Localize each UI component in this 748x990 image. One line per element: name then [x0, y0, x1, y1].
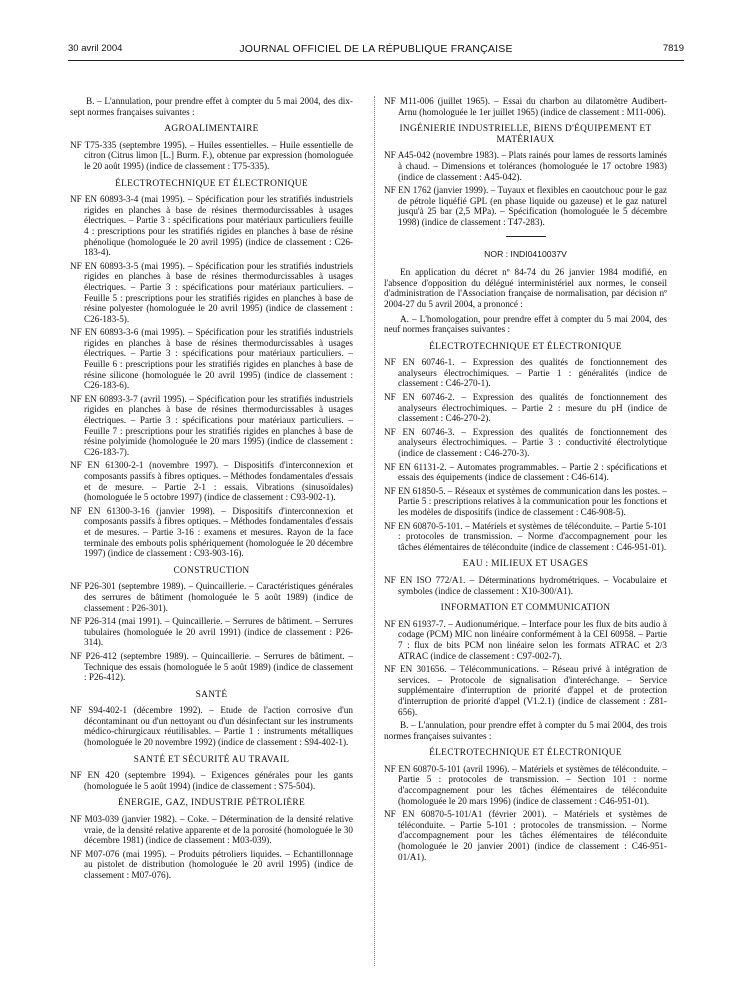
section-heading: SANTÉ [195, 689, 228, 700]
norm-entry: NF P26-412 (septembre 1989). – Quincaillerie. – Serrures de bâtiment. – Technique des essais (homologuée le 5 août 1989) (indice de classement : P26-412). [70, 650, 353, 683]
column-divider [374, 96, 375, 966]
norm-entry: NF EN 60870-5-101/A1 (février 2001). – Matériels et systèmes de téléconduite. – Partie 5-101 : protocoles de transmission. – Norme d'accompagnement pour les tâches élémentaires de téléconduite (homologuée le 20 janvier 2001) (indice de classement : C46-951-01/A1). [384, 809, 667, 862]
norm-entry: NF EN 61850-5. – Réseaux et systèmes de communication dans les postes. – Partie 5 : prescriptions relatives à la communication pour les fonctions et les modèles de dispositifs (indice de classement : C46-908-5). [384, 485, 667, 517]
norm-entry: NF EN 61300-3-16 (janvier 1998). – Dispositifs d'interconnexion et composants passifs à fibres optiques. – Méthodes fondamentales d'essais et de mesures. – Partie 3-16 : examens et mesures. Rayon de la face terminale des embouts polis sphériquement (homologuée le 20 décembre 1997) (indice de classement : C93-903-16). [70, 505, 353, 559]
section-heading: EAU : MILIEUX ET USAGES [462, 559, 589, 570]
section-heading: SANTÉ ET SÉCURITÉ AU TRAVAIL [133, 754, 290, 765]
section-heading: ÉLECTROTECHNIQUE ET ÉLECTRONIQUE [115, 178, 308, 189]
norm-entry: NF EN 61300-2-1 (novembre 1997). – Dispositifs d'interconnexion et composants passifs à fibres optiques. – Méthodes fondamentales d'essais et de mesure. – Partie 2-1 : essais. Vibrations (sinusoïdales) (homologuée le 5 octobre 1997) (indice de classement : C93-902-1). [70, 460, 353, 503]
norm-entry: NF S94-402-1 (décembre 1992). – Etude de l'action corrosive d'un décontaminant ou d'un nettoyant ou d'un désinfectant sur les instruments médico-chirurgicaux réutilisables. – Partie 1 : instruments métalliques (homologuée le 20 novembre 1992) (indice de classement : S94-402-1). [70, 705, 353, 748]
norm-entry: NF M11-006 (juillet 1965). – Essai du charbon au dilatomètre Audibert-Arnu (homologuée le 1er juillet 1965) (indice de classement : M11-006). [384, 96, 667, 117]
norm-entry: NF EN 420 (septembre 1994). – Exigences générales pour les gants (homologuée le 5 août 1994) (indice de classement : S75-504). [70, 770, 353, 791]
norm-entry: NF EN 60893-3-5 (mai 1995). – Spécification pour les stratifiés industriels rigides en planches à base de résines thermodurcissables à usages électriques. – Partie 3 : spécifications pour matériaux particuliers. – Feuille 5 : prescriptions pour les stratifiés rigides en planches à base de résine polyester (homologuée le 20 avril 1995) (indice de classement : C26-183-5). [70, 260, 353, 324]
norm-entry: NF M03-039 (janvier 1982). – Coke. – Détermination de la densité relative vraie, de la densité relative apparente et de la porosité (homologuée le 30 décembre 1981) (indice de classement : M03-039). [70, 814, 353, 846]
left-column [70, 96, 353, 884]
norm-entry: NF EN 60870-5-101. – Matériels et systèmes de téléconduite. – Partie 5-101 : protocoles de transmission. – Norme d'accompagnement pour les tâches élémentaires de téléconduite (indice de classement : C46-951-01). [384, 520, 667, 552]
right-sections-c [384, 748, 667, 862]
norm-entry: NF T75-335 (septembre 1995). – Huiles essentielles. – Huile essentielle de citron (Citrus limon [L.] Burm. F.), obtenue par expression (homologuée le 20 août 1995) (indice de classement : T75-335). [70, 139, 353, 171]
header-rule [68, 60, 684, 61]
norm-entry: NF A45-042 (novembre 1983). – Plats rainés pour lames de ressorts laminés à chaud. – Dimensions et tolérances (homologuée le 17 octobre 1983) (indice de classement : A45-042). [384, 150, 667, 182]
norm-entry: NF EN 60746-2. – Expression des qualités de fonctionnement des analyseurs électrochimiques. – Partie 2 : mesure du pH (indice de classement : C46-270-2). [384, 392, 667, 424]
intro-paragraph: B. – L'annulation, pour prendre effet à compter du 5 mai 2004, des dix-sept normes françaises suivantes : [70, 96, 353, 117]
norm-entry: NF EN 1762 (janvier 1999). – Tuyaux et flexibles en caoutchouc pour le gaz de pétrole liquéfié GPL (en phase liquide ou gazeuse) et le gaz naturel jusqu'à 25 bar (2,5 MPa). – Spécification (homologuée le 5 décembre 1998) (indice de classement : T47-283). [384, 185, 667, 227]
norm-entry: NF EN 60746-3. – Expression des qualités de fonctionnement des analyseurs électrochimiques. – Partie 3 : conductivité électrolytique (indice de classement : C46-270-3). [384, 426, 667, 459]
norm-entry: NF P26-314 (mai 1991). – Quincaillerie. – Serrures de bâtiment. – Serrures tubulaires (homologuée le 20 avril 1991) (indice de classement : P26-314). [70, 616, 353, 648]
right-sections-a [384, 124, 667, 227]
header-page-number: 7819 [662, 43, 684, 54]
right-top-entries [384, 96, 667, 117]
norm-entry: NF EN ISO 772/A1. – Déterminations hydrométriques. – Vocabulaire et symboles (indice de classement : X10-300/A1). [384, 574, 667, 596]
header-date: 30 avril 2004 [68, 43, 123, 54]
nor-reference: NOR : INDI0410037V [484, 248, 567, 259]
norm-entry: NF EN 60893-3-6 (mai 1995). – Spécification pour les stratifiés industriels rigides en planches à base de résines thermodurcissables à usages électriques. – Partie 3 : spécifications pour matériaux particuliers. – Feuille 6 : prescriptions pour les stratifiés rigides en planches à base de résine silicone (homologuée le 20 avril 1995) (indice de classement : C26-183-6). [70, 327, 353, 391]
norm-entry: NF EN 61937-7. – Audionumérique. – Interface pour les flux de bits audio à codage (PCM) MIC non linéaire conformément à la CEI 60958. – Partie 7 : flux de bits PCM non linéaire selon les formats ATRAC et 2/3 ATRAC (indice de classement : C97-002-7). [384, 618, 667, 661]
section-heading: INGÉNIERIE INDUSTRIELLE, BIENS D'ÉQUIPEMENT ET MATÉRIAUX [399, 124, 652, 145]
norm-entry: NF EN 60746-1. – Expression des qualités de fonctionnement des analyseurs électrochimiques. – Partie 1 : généralités (indice de classement : C46-270-1). [384, 357, 667, 389]
section-heading: ÉLECTROTECHNIQUE ET ÉLECTRONIQUE [429, 748, 622, 759]
intro-paragraph: B. – L'annulation, pour prendre effet à compter du 5 mai 2004, des trois normes françaises suivantes : [384, 720, 667, 741]
norm-entry: NF EN 61131-2. – Automates programmables. – Partie 2 : spécifications et essais des équipements (indice de classement : C46-614). [384, 461, 667, 483]
norm-entry: NF EN 60870-5-101 (avril 1996). – Matériels et systèmes de téléconduite. – Partie 5 : protocoles de transmission. – Section 101 : norme d'accompagnement pour les tâches élémentaires de téléconduite (homologuée le 20 mars 1996) (indice de classement : C46-951-01). [384, 763, 667, 806]
norm-entry: NF EN 301656. – Télécommunications. – Réseau privé à intégration de services. – Protocole de signalisation d'interéchange. – Service supplémentaire d'interruption de priorité d'appel et de protection d'interruption de priorité d'appel (V1.2.1) (indice de classement : Z81-656). [384, 664, 667, 717]
section-rule [506, 236, 546, 237]
header-title: JOURNAL OFFICIEL DE LA RÉPUBLIQUE FRANÇAISE [239, 43, 513, 55]
section-heading: ÉLECTROTECHNIQUE ET ÉLECTRONIQUE [429, 341, 622, 352]
intro-paragraph: A. – L'homologation, pour prendre effet à compter du 5 mai 2004, des neuf normes françaises suivantes : [384, 313, 667, 335]
section-heading: ÉNERGIE, GAZ, INDUSTRIE PÉTROLIÈRE [117, 798, 305, 809]
left-sections [70, 124, 353, 880]
section-heading: INFORMATION ET COMMUNICATION [440, 603, 611, 614]
norm-entry: NF EN 60893-3-4 (mai 1995). – Spécification pour les stratifiés industriels rigides en planches à base de résines thermodurcissables à usages électriques. – Partie 3 : spécifications pour matériaux particuliers feuille 4 : prescriptions pour les stratifiés rigides en planches à base de résine phénolique (homologuée le 20 avril 1995) (indice de classement : C26-183-4). [70, 194, 353, 258]
norm-entry: NF P26-301 (septembre 1989). – Quincaillerie. – Caractéristiques générales des serrures de bâtiment (homologuée le 5 août 1989) (indice de classement : P26-301). [70, 581, 353, 613]
section-heading: CONSTRUCTION [173, 565, 250, 576]
norm-entry: NF EN 60893-3-7 (avril 1995). – Spécification pour les stratifiés industriels rigides en planches à base de résines thermodurcissables à usages électriques. – Partie 3 : spécifications pour matériaux particuliers. – Feuille 7 : prescriptions pour les stratifiés rigides en planches à base de résine polyimide (homologuée le 20 mars 1995) (indice de classement : C26-183-7). [70, 393, 353, 457]
decree-paragraph: En application du décret nº 84-74 du 26 janvier 1984 modifié, en l'absence d'opposition du délégué interministériel aux normes, le conseil d'administration de l'Association française de normalisation, par décision nº 2004-27 du 5 avril 2004, a prononcé : [384, 267, 667, 309]
section-heading: AGROALIMENTAIRE [164, 124, 259, 135]
right-sections-b [384, 342, 667, 717]
norm-entry: NF M07-076 (mai 1995). – Produits pétroliers liquides. – Echantillonnage au pistolet de distribution (homologuée le 20 avril 1995) (indice de classement : M07-076). [70, 848, 353, 880]
right-column [384, 96, 667, 865]
page-header [68, 43, 684, 59]
